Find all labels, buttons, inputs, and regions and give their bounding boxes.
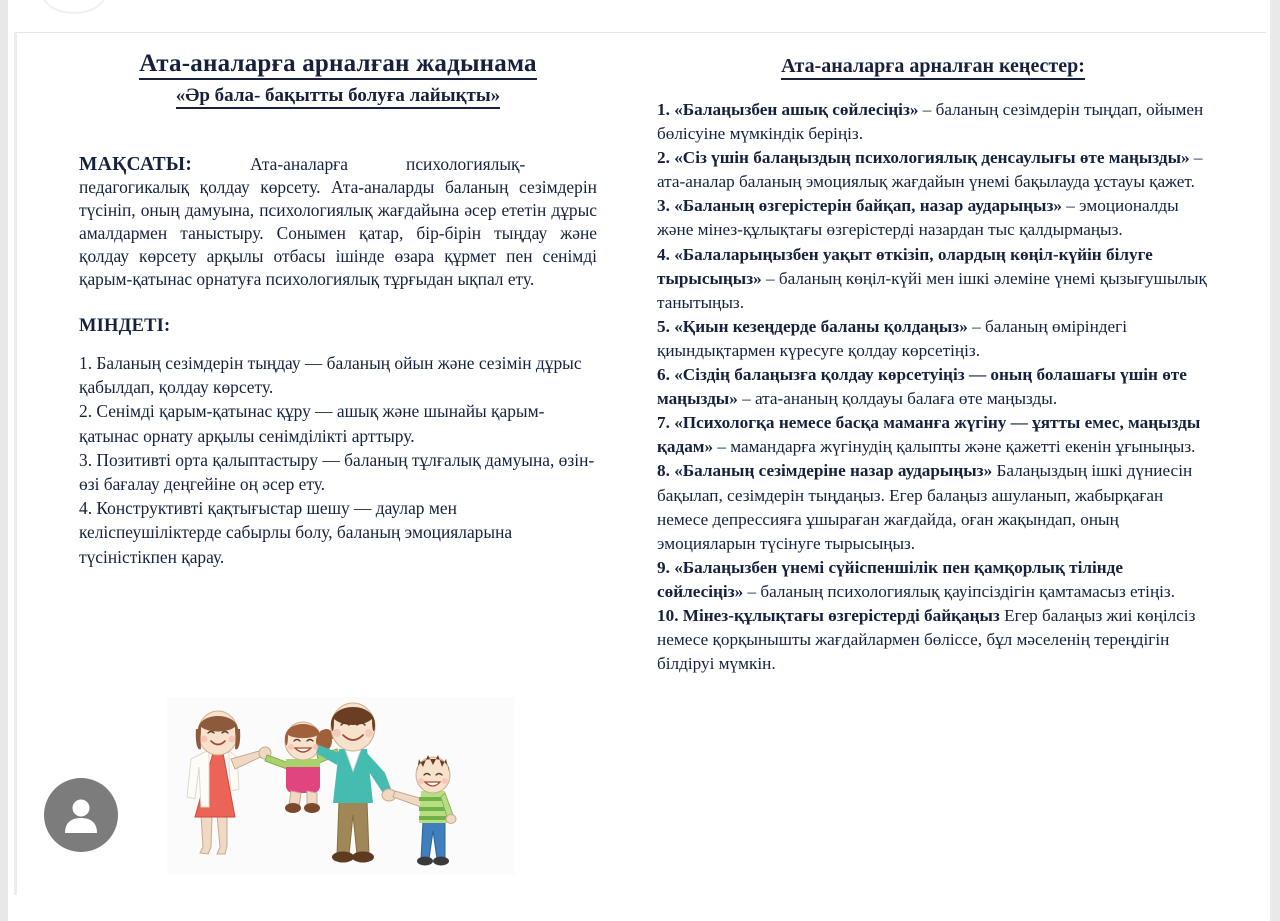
aim-text-part1: Ата-аналарға bbox=[250, 154, 349, 174]
list-item bbox=[657, 411, 1209, 459]
person-avatar-icon bbox=[59, 793, 103, 837]
tip-quote: «Балаңызбен үнемі сүйіспеншілік пен қамқорлық тілінде сөйлесіңіз» bbox=[657, 557, 1124, 601]
task-item: 3. Позитивті орта қалыптастыру — баланың тұлғалық дамуына, өзін-өзі бағалау деңгейіне оң әсер ету. bbox=[79, 449, 595, 495]
list-item bbox=[657, 459, 1209, 555]
tip-number: 3. bbox=[657, 196, 670, 216]
task-label: МІНДЕТІ: bbox=[79, 316, 171, 336]
tips-list bbox=[657, 98, 1209, 676]
tip-number: 7. bbox=[657, 413, 670, 433]
tip-number: 1. bbox=[657, 100, 670, 119]
tip-quote: «Балаларыңызбен уақыт өткізіп, олардың көңіл-күйін білуге тырысыңыз» bbox=[657, 244, 1153, 288]
viewer-right-edge-scrollbar[interactable] bbox=[1270, 0, 1280, 921]
partial-circle-decoration bbox=[42, 0, 106, 14]
tip-number: 5. bbox=[657, 316, 670, 336]
left-column bbox=[79, 33, 597, 569]
tip-rest: Балаңыздың ішкі дүниесін бақылап, сезімдерін тыңдаңыз. Егер балаңыз ашуланып, жабырқаған немесе депрессияға ұшыраған жағдайда, оған жақындап, оның эмоцияларын түсінуге тырысыңыз. bbox=[657, 461, 1193, 553]
tip-rest: Егер балаңыз жиі көңілсіз немесе қорқынышты жағдайлармен бөліссе, бұл мәселенің тереңдігін білдіруі мүмкін. bbox=[657, 605, 1196, 674]
list-item bbox=[657, 604, 1209, 676]
list-item bbox=[657, 243, 1209, 315]
tip-number: 9. bbox=[657, 557, 670, 577]
family-illustration bbox=[167, 697, 514, 875]
tip-quote: «Балаңызбен ашық сөйлесіңіз» bbox=[674, 100, 919, 119]
tip-quote: «Сіз үшін балаңыздың психологиялық денсаулығы өте маңызды» bbox=[674, 148, 1190, 168]
tip-quote: «Баланың өзгерістерін байқап, назар аударыңыз» bbox=[674, 196, 1062, 216]
list-item bbox=[657, 146, 1209, 194]
task-item: 4. Конструктивті қақтығыстар шешу — даулар мен келіспеушіліктерде сабырлы болу, баланың эмоцияларына түсіністікпен қарау. bbox=[79, 498, 513, 567]
tip-number: 10. bbox=[657, 605, 679, 625]
tip-rest: – ата-ананың қолдауы балаға өте маңызды. bbox=[737, 389, 1058, 409]
tip-quote: «Қиын кезеңдерде баланы қолдаңыз» bbox=[674, 316, 968, 336]
tip-number: 8. bbox=[657, 461, 670, 481]
tip-quote: Мінез-құлықтағы өзгерістерді байқаңыз bbox=[682, 605, 1000, 625]
list-item bbox=[657, 98, 1209, 146]
tip-number: 4. bbox=[657, 244, 670, 264]
right-column bbox=[657, 33, 1209, 676]
list-item bbox=[657, 363, 1209, 411]
tip-rest: – мамандарға жүгінудің қалыпты және қажетті екенін ұғыныңыз. bbox=[713, 437, 1196, 457]
right-column-title-text: Ата-аналарға арналған кеңестер: bbox=[781, 55, 1085, 80]
right-column-title bbox=[657, 55, 1209, 78]
tip-number: 6. bbox=[657, 365, 670, 385]
tip-rest: – баланың өміріндегі қиындықтармен күресуге қолдау көрсетіңіз. bbox=[657, 316, 1127, 360]
list-item bbox=[657, 315, 1209, 363]
task-list bbox=[79, 351, 597, 569]
list-item bbox=[657, 194, 1209, 242]
tip-number: 2. bbox=[657, 148, 670, 168]
tip-quote: «Психологқа немесе басқа маманға жүгіну — ұятты емес, маңызды қадам» bbox=[657, 413, 1201, 457]
tip-rest: – баланың психологиялық қауіпсіздігін қамтамасыз етіңіз. bbox=[743, 581, 1176, 601]
aim-body: педагогикалық қолдау көрсету. Ата-аналарды баланың сезімдерін түсініп, оның дамуына, психологиялық жағдайына әсер ететін дұрыс амалдармен таныстыру. Сонымен қатар, бір-бірін тыңдау және қолдау көрсету арқылы отбасы ішінде өзара құрмет пен сенімді қарым-қатынас орнатуға психологиялық тұрғыдан ықпал ету. bbox=[79, 177, 597, 289]
list-item bbox=[657, 556, 1209, 604]
tip-rest: – ата-аналар баланың эмоциялық жағдайын үнемі бақылауда ұстауы қажет. bbox=[657, 148, 1203, 192]
page-title-text: Ата-аналарға арналған жадынама bbox=[139, 50, 537, 80]
tip-rest: – эмоционалды және мінез-құлықтағы өзгерістерді назардан тыс қалдырмаңыз. bbox=[657, 196, 1179, 240]
page-subtitle-text: «Әр бала- бақытты болуға лайықты» bbox=[176, 85, 500, 109]
page-title bbox=[79, 50, 597, 78]
document-page bbox=[14, 32, 1266, 895]
tip-quote: «Баланың сезімдеріне назар аударыңыз» bbox=[674, 461, 993, 481]
aim-section bbox=[79, 153, 597, 291]
aim-label: МАҚСАТЫ: bbox=[79, 154, 193, 175]
tip-rest: – баланың көңіл-күйі мен ішкі әлеміне үнемі қызығушылық танытыңыз. bbox=[657, 268, 1207, 312]
page-subtitle bbox=[79, 85, 597, 107]
task-item: 2. Сенімді қарым-қатынас құру — ашық және шынайы қарым-қатынас орнату арқылы сенімділікті арттыру. bbox=[79, 401, 545, 446]
aim-text-part2: психологиялық- bbox=[406, 154, 526, 174]
viewer-left-edge bbox=[0, 0, 8, 921]
task-item: 1. Баланың сезімдерін тыңдау — баланың ойын және сезімін дұрыс қабылдап, қолдау көрсету. bbox=[79, 353, 582, 398]
tip-rest: – баланың сезімдерін тыңдап, ойымен бөлісуіне мүмкіндік беріңіз. bbox=[657, 100, 1204, 144]
tip-quote: «Сіздің балаңызға қолдау көрсетуіңіз — оның болашағы үшін өте маңызды» bbox=[657, 365, 1187, 409]
avatar[interactable] bbox=[44, 778, 118, 852]
